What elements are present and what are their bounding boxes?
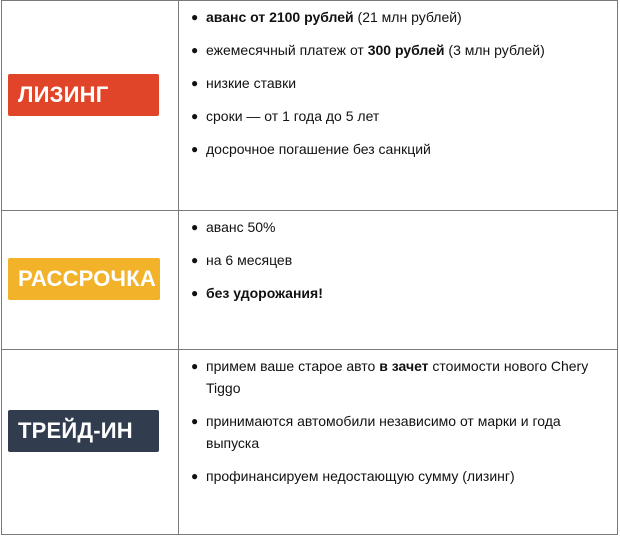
leasing-details-cell: [179, 1, 618, 211]
bullet-icon: ●: [191, 286, 199, 300]
feature-text: стоимости нового Chery Tiggo: [206, 358, 589, 396]
feature-text: ежемесячный платеж от: [206, 42, 368, 58]
leasing-label-cell: [2, 1, 179, 211]
feature-text: (3 млн рублей): [444, 42, 545, 58]
tradein-label-cell: [2, 350, 179, 535]
feature-item: [191, 410, 609, 454]
feature-item: [191, 355, 609, 399]
feature-text: низкие ставки: [206, 75, 297, 91]
feature-text: аванс 50%: [206, 219, 276, 235]
tradein-features-list: [191, 355, 609, 498]
feature-text-bold: аванс от 2100 рублей: [206, 9, 354, 25]
installment-badge: РАССРОЧКА: [8, 258, 160, 300]
bullet-icon: ●: [191, 142, 199, 156]
bullet-icon: ●: [191, 253, 199, 267]
feature-item: [191, 249, 609, 271]
bullet-icon: ●: [191, 220, 199, 234]
feature-text: досрочное погашение без санкций: [206, 141, 431, 157]
feature-item: [191, 216, 609, 238]
feature-text-bold: 300 рублей: [367, 42, 445, 58]
installment-details-cell: [179, 211, 618, 350]
leasing-row: [2, 1, 618, 211]
feature-item: [191, 105, 609, 127]
installment-label-cell: [2, 211, 179, 350]
feature-item: [191, 39, 609, 61]
offers-table: [1, 0, 618, 535]
feature-text: принимаются автомобили независимо от марки и года выпуска: [206, 413, 561, 451]
feature-item: [191, 138, 609, 160]
feature-text: на 6 месяцев: [206, 252, 293, 268]
leasing-badge: ЛИЗИНГ: [8, 74, 159, 116]
feature-text-bold: в зачет: [379, 358, 429, 374]
feature-text: профинансируем недостающую сумму (лизинг): [206, 468, 515, 484]
feature-text: примем ваше старое авто: [206, 358, 380, 374]
feature-text: сроки — от 1 года до 5 лет: [206, 108, 380, 124]
feature-text-bold: без удорожания!: [206, 285, 323, 301]
tradein-row: [2, 350, 618, 535]
tradein-badge: ТРЕЙД-ИН: [8, 410, 159, 452]
bullet-icon: ●: [191, 359, 199, 373]
bullet-icon: ●: [191, 469, 199, 483]
tradein-details-cell: [179, 350, 618, 535]
leasing-features-list: [191, 6, 609, 171]
bullet-icon: ●: [191, 43, 199, 57]
bullet-icon: ●: [191, 414, 199, 428]
bullet-icon: ●: [191, 10, 199, 24]
installment-features-list: [191, 216, 609, 315]
bullet-icon: ●: [191, 76, 199, 90]
feature-item: [191, 465, 609, 487]
feature-item: [191, 72, 609, 94]
feature-item: [191, 6, 609, 28]
bullet-icon: ●: [191, 109, 199, 123]
feature-text: (21 млн рублей): [353, 9, 462, 25]
feature-item: [191, 282, 609, 304]
installment-row: [2, 211, 618, 350]
